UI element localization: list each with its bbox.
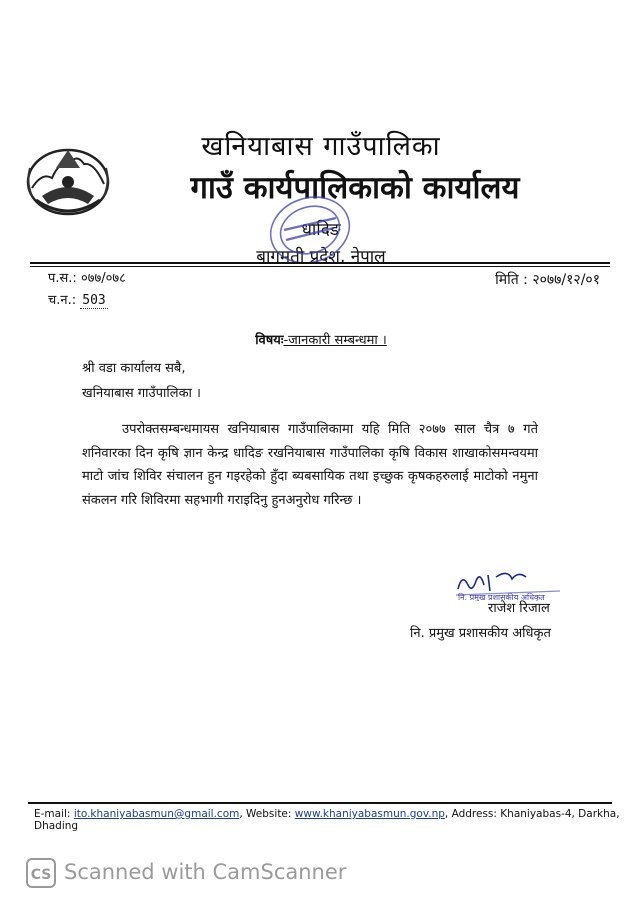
chalani-number — [48, 290, 108, 308]
cn-label: च.न.: — [48, 293, 77, 308]
website-link[interactable]: www.khaniyabasmun.gov.np — [294, 808, 445, 820]
subject-line — [0, 330, 642, 348]
subject-text: -जानकारी सम्बन्धमा । — [283, 333, 387, 348]
website-label: , Website: — [239, 808, 292, 820]
province-country: बागमती प्रदेश, नेपाल — [256, 247, 386, 267]
district-name: धादिङ — [301, 220, 341, 240]
header-rule-bottom — [30, 266, 610, 267]
signatory-title: नि. प्रमुख प्रशासकीय अधिकृत — [410, 626, 551, 641]
header-rule-top — [30, 262, 610, 264]
stamp-text: नि. प्रमुख प्रशासकीय अधिकृत — [458, 593, 545, 601]
addressee-line-1: श्री वडा कार्यालय सबै, — [82, 361, 186, 376]
ps-label: प.स.: — [48, 271, 77, 286]
addressee-line-2: खनियाबास गाउँपालिका । — [82, 386, 201, 401]
handwritten-signature-icon — [452, 567, 564, 601]
signatory-name: राजेश रिजाल — [488, 601, 550, 616]
footer-contact — [34, 808, 624, 832]
office-stamp-icon — [262, 190, 357, 268]
subject-label: विषयः — [255, 333, 284, 348]
camscanner-watermark: Scanned with CamScanner — [64, 860, 347, 884]
letter-body: उपरोक्तसम्बन्धमायस खनियाबास गाउँपालिकामा यहि मिति २०७७ साल चैत्र ७ गते शनिवारका दिन कृषि ज्ञान केन्द्र धादिङ रखनियाबास गाउँपालिका कृषि विकास शाखाकोसमन्वयमा माटो जांच शिविर संचालन हुन गइरहेको हुँदा ब्यबसायिक तथा इच्छुक कृषकहरुलाई माटोको नमुना संकलन गरि शिविरमा सहभागी गराइदिनु हुनअनुरोध गरिन्छ । — [82, 422, 538, 508]
cn-value: 503 — [82, 293, 106, 308]
address-text: , Address: Khaniyabas-4, Darkha, Dhading — [34, 808, 620, 832]
ps-value: ०७७/०७८ — [80, 271, 126, 286]
office-name: गाउँ कार्यपालिकाको कार्यालय — [190, 170, 520, 206]
camscanner-logo-icon: CS — [26, 858, 56, 888]
letter-date: मिति : २०७७/१२/०१ — [495, 272, 600, 288]
email-link[interactable]: ito.khaniyabasmun@gmail.com — [73, 808, 240, 820]
footer-rule — [28, 802, 612, 804]
municipality-name: खनियाबास गाउँपालिका — [201, 131, 441, 162]
email-label: E-mail: — [34, 808, 71, 820]
patra-sankhya — [48, 268, 126, 286]
